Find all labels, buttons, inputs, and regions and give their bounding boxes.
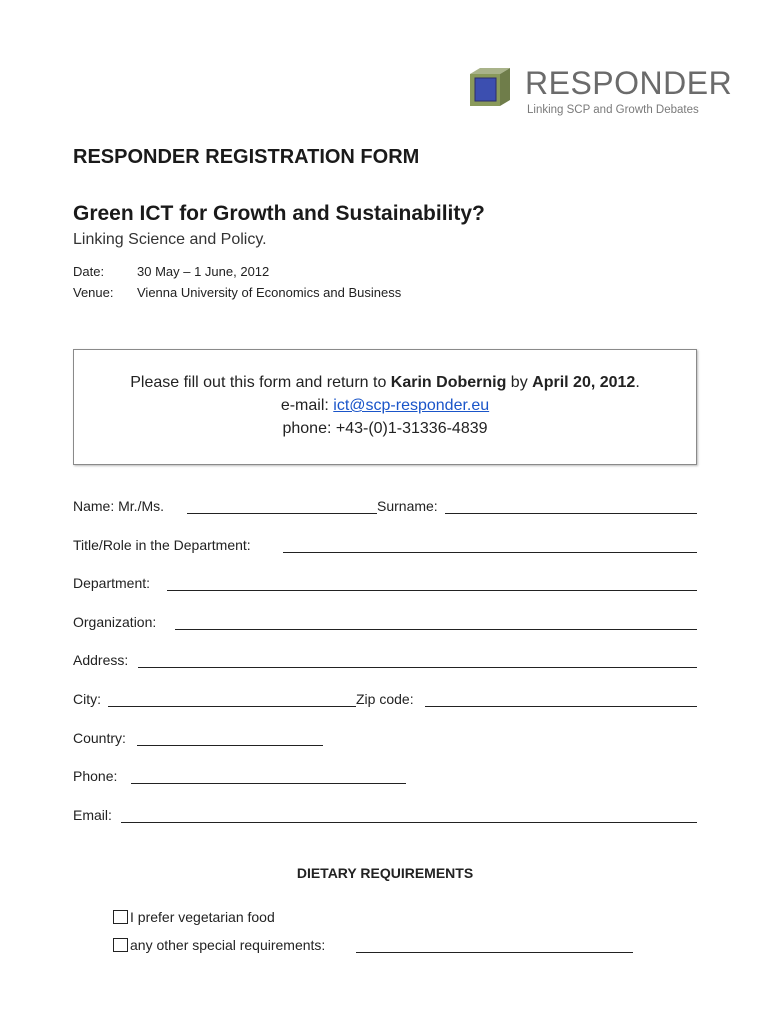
logo-tagline: Linking SCP and Growth Debates xyxy=(527,104,699,116)
zip-label: Zip code: xyxy=(356,691,414,707)
email-field-label: Email: xyxy=(73,807,112,823)
vegetarian-option xyxy=(113,909,313,929)
special-requirements-label: any other special requirements: xyxy=(130,937,326,953)
department-label: Department: xyxy=(73,575,151,591)
surname-label: Surname: xyxy=(377,498,438,514)
special-requirements-option xyxy=(113,937,638,957)
notice-text-by: by xyxy=(506,374,533,391)
organization-label: Organization: xyxy=(73,614,157,630)
email-field-input[interactable] xyxy=(121,822,697,823)
email-link[interactable]: ict@scp-responder.eu xyxy=(333,397,490,414)
name-row xyxy=(73,498,698,518)
email-line xyxy=(74,397,696,415)
city-input[interactable] xyxy=(108,706,356,707)
notice-text: Please fill out this form and return to xyxy=(130,374,391,391)
city-label: City: xyxy=(73,691,101,707)
contact-name: Karin Dobernig xyxy=(390,374,507,391)
logo-wordmark: RESPONDER xyxy=(525,65,733,101)
responder-logo xyxy=(466,64,733,120)
form-title: RESPONDER REGISTRATION FORM xyxy=(73,146,420,168)
vegetarian-label: I prefer vegetarian food xyxy=(130,909,275,925)
address-row xyxy=(73,652,698,672)
event-title: Green ICT for Growth and Sustainability? xyxy=(73,202,485,225)
name-label: Name: Mr./Ms. xyxy=(73,498,165,514)
name-input[interactable] xyxy=(187,513,377,514)
special-requirements-checkbox[interactable] xyxy=(113,938,128,952)
email-row xyxy=(73,807,698,827)
address-label: Address: xyxy=(73,652,129,668)
phone-line: phone: +43-(0)1-31336-4839 xyxy=(282,420,488,437)
event-subtitle: Linking Science and Policy. xyxy=(73,231,267,248)
date-value: 30 May – 1 June, 2012 xyxy=(137,264,270,279)
email-label: e-mail: xyxy=(280,397,334,414)
department-row xyxy=(73,575,698,595)
venue-label: Venue: xyxy=(73,285,114,300)
zip-input[interactable] xyxy=(425,706,697,707)
address-input[interactable] xyxy=(138,667,697,668)
event-venue xyxy=(73,285,401,300)
vegetarian-checkbox[interactable] xyxy=(113,910,128,924)
notice-text-end: . xyxy=(635,374,640,391)
special-requirements-input[interactable] xyxy=(356,952,633,953)
date-label: Date: xyxy=(73,264,105,279)
return-instructions xyxy=(74,374,696,392)
cube-logo-icon xyxy=(466,66,514,108)
phone-row xyxy=(73,768,698,788)
country-input[interactable] xyxy=(137,745,323,746)
surname-input[interactable] xyxy=(445,513,697,514)
phone-label: Phone: xyxy=(73,768,118,784)
city-row xyxy=(73,691,698,711)
dietary-requirements-heading: DIETARY REQUIREMENTS xyxy=(296,865,474,881)
organization-input[interactable] xyxy=(175,629,697,630)
phone-input[interactable] xyxy=(131,783,406,784)
title-role-label: Title/Role in the Department: xyxy=(73,537,251,553)
country-label: Country: xyxy=(73,730,126,746)
country-row xyxy=(73,730,698,750)
title-role-row xyxy=(73,537,698,557)
event-date xyxy=(73,264,269,279)
deadline: April 20, 2012 xyxy=(532,374,636,391)
venue-value: Vienna University of Economics and Business xyxy=(137,285,402,300)
department-input[interactable] xyxy=(167,590,697,591)
instructions-box xyxy=(73,349,697,465)
title-role-input[interactable] xyxy=(283,552,697,553)
organization-row xyxy=(73,614,698,634)
